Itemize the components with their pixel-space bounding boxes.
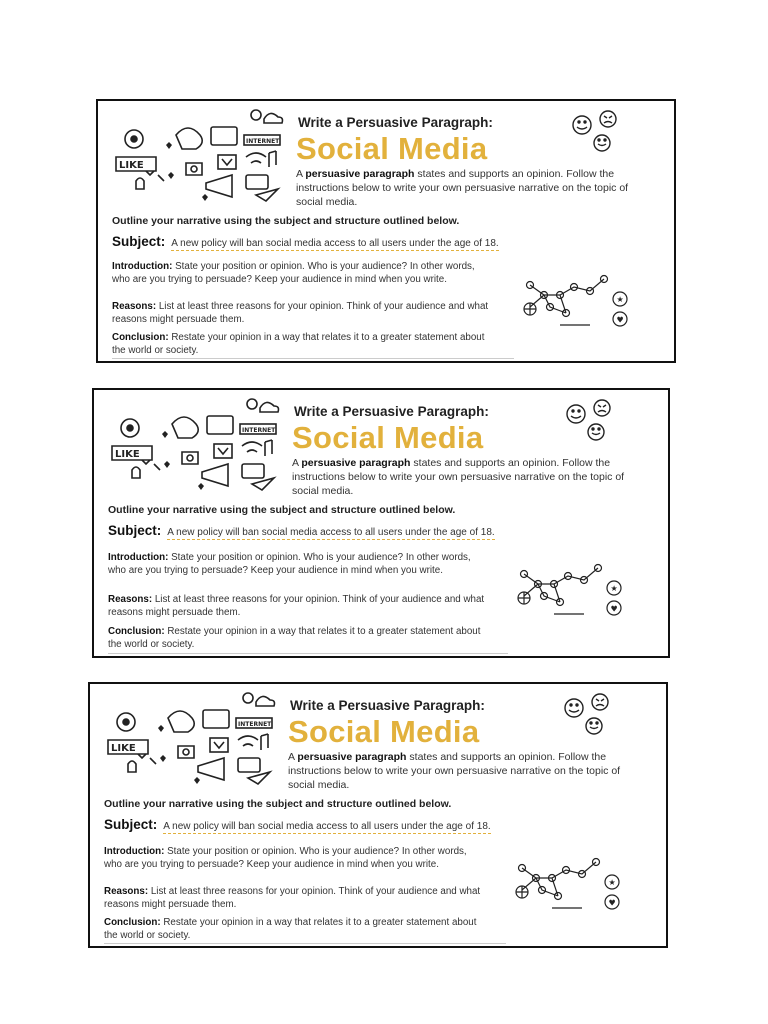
card-supertitle: Write a Persuasive Paragraph: (294, 404, 489, 419)
svg-text:♥: ♥ (610, 604, 618, 614)
reasons-text: List at least three reasons for your opinion. Think of your audience and what reasons might persuade them. (108, 594, 485, 618)
conclusion-label: Conclusion: (112, 332, 169, 343)
svg-text:♥: ♥ (608, 898, 616, 908)
worksheet-card-1 (96, 99, 676, 363)
social-media-doodle-icon (106, 105, 296, 215)
subject-text: A new policy will ban social media access to all users under the age of 18. (167, 527, 495, 538)
svg-text:♥: ♥ (616, 315, 624, 325)
worksheet-card-2 (92, 388, 670, 658)
conclusion-section (108, 626, 488, 651)
card-description (292, 456, 642, 498)
bottom-divider (108, 653, 508, 654)
reasons-section (108, 594, 488, 619)
description-prefix: A (292, 457, 302, 469)
subject-label: Subject: (108, 523, 162, 538)
reasons-label: Reasons: (104, 886, 149, 897)
subject-label: Subject: (112, 234, 166, 249)
introduction-section (112, 261, 492, 286)
bottom-divider (112, 358, 514, 359)
outline-instruction: Outline your narrative using the subject and structure outlined below. (104, 798, 452, 810)
card-description (288, 750, 638, 792)
introduction-text: State your position or opinion. Who is your audience? In other words, who are you trying to persuade? Keep your audience in mind when you write. (108, 552, 471, 576)
subject-text: A new policy will ban social media access to all users under the age of 18. (163, 821, 491, 832)
card-supertitle: Write a Persuasive Paragraph: (290, 698, 485, 713)
card-title: Social Media (292, 420, 484, 455)
reasons-label: Reasons: (108, 594, 153, 605)
network-diagram-icon (514, 562, 626, 618)
subject-label: Subject: (104, 817, 158, 832)
description-rest: states and supports an opinion. Follow the instructions below to write your own persuasive narrative on the topic of social media. (288, 751, 621, 791)
like-doodle-text: LIKE (111, 743, 136, 754)
internet-doodle-text: INTERNET (246, 138, 280, 145)
description-prefix: A (296, 168, 306, 180)
reasons-section (112, 301, 492, 326)
outline-instruction: Outline your narrative using the subject and structure outlined below. (108, 504, 456, 516)
subject-line (104, 816, 491, 834)
bottom-divider (104, 943, 506, 944)
network-diagram-icon (512, 856, 624, 912)
card-description (296, 167, 646, 209)
subject-text: A new policy will ban social media access to all users under the age of 18. (171, 238, 499, 249)
introduction-section (108, 552, 488, 577)
introduction-label: Introduction: (104, 846, 165, 857)
reasons-text: List at least three reasons for your opinion. Think of your audience and what reasons might persuade them. (104, 886, 481, 910)
internet-doodle-text: INTERNET (238, 721, 272, 728)
emoji-faces-icon (570, 109, 626, 153)
svg-text:★: ★ (616, 295, 624, 304)
introduction-text: State your position or opinion. Who is your audience? In other words, who are you trying to persuade? Keep your audience in mind when you write. (104, 846, 467, 870)
conclusion-section (112, 332, 492, 357)
description-term: persuasive paragraph (305, 168, 415, 180)
card-content (90, 684, 666, 946)
subject-line (108, 522, 495, 540)
outline-instruction: Outline your narrative using the subject and structure outlined below. (112, 215, 460, 227)
like-doodle-text: LIKE (115, 449, 140, 460)
svg-text:★: ★ (608, 878, 616, 887)
conclusion-text: Restate your opinion in a way that relates it to a greater statement about the world or society. (112, 332, 485, 356)
card-content (94, 390, 668, 656)
introduction-section (104, 846, 484, 871)
reasons-text: List at least three reasons for your opinion. Think of your audience and what reasons might persuade them. (112, 301, 489, 325)
emoji-faces-icon (564, 398, 620, 442)
description-term: persuasive paragraph (301, 457, 411, 469)
network-diagram-icon (520, 273, 632, 329)
reasons-label: Reasons: (112, 301, 157, 312)
card-supertitle: Write a Persuasive Paragraph: (298, 115, 493, 130)
svg-text:★: ★ (610, 584, 618, 593)
social-media-doodle-icon (102, 394, 292, 504)
description-prefix: A (288, 751, 298, 763)
introduction-label: Introduction: (108, 552, 169, 563)
introduction-text: State your position or opinion. Who is your audience? In other words, who are you trying to persuade? Keep your audience in mind when you write. (112, 261, 475, 285)
introduction-label: Introduction: (112, 261, 173, 272)
conclusion-label: Conclusion: (104, 917, 161, 928)
subject-line (112, 233, 499, 251)
conclusion-text: Restate your opinion in a way that relates it to a greater statement about the world or society. (104, 917, 477, 941)
worksheet-card-3 (88, 682, 668, 948)
card-title: Social Media (296, 131, 488, 166)
description-rest: states and supports an opinion. Follow the instructions below to write your own persuasive narrative on the topic of social media. (292, 457, 625, 497)
like-doodle-text: LIKE (119, 160, 144, 171)
reasons-section (104, 886, 484, 911)
card-content (98, 101, 674, 361)
conclusion-text: Restate your opinion in a way that relates it to a greater statement about the world or society. (108, 626, 481, 650)
conclusion-section (104, 917, 484, 942)
card-title: Social Media (288, 714, 480, 749)
conclusion-label: Conclusion: (108, 626, 165, 637)
description-term: persuasive paragraph (297, 751, 407, 763)
description-rest: states and supports an opinion. Follow the instructions below to write your own persuasive narrative on the topic of social media. (296, 168, 629, 208)
internet-doodle-text: INTERNET (242, 427, 276, 434)
emoji-faces-icon (562, 692, 618, 736)
social-media-doodle-icon (98, 688, 288, 798)
